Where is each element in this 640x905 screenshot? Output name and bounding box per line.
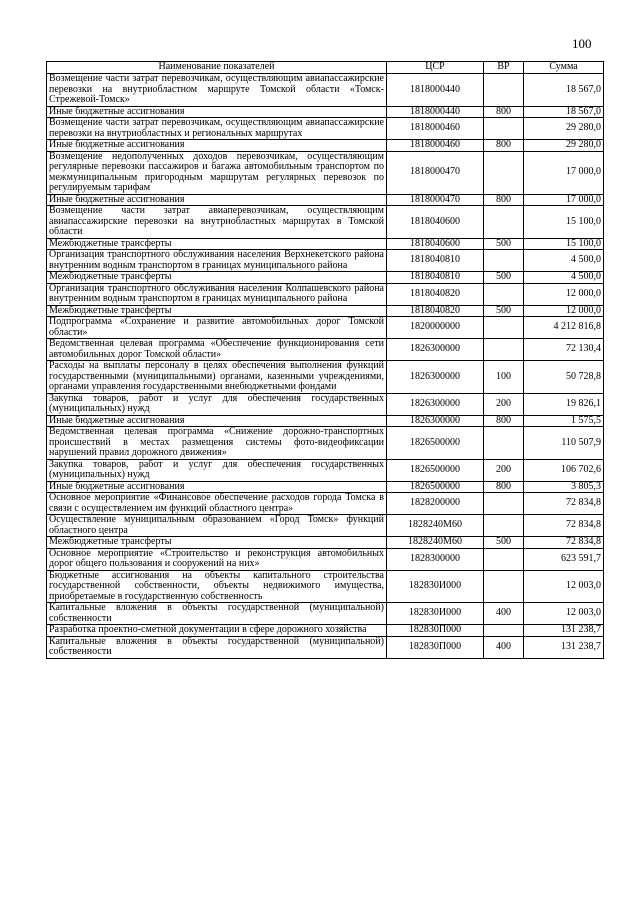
row-csr-cell: 1818040810 [387,272,484,284]
row-csr-cell: 1828200000 [387,493,484,515]
row-csr-cell: 1818040820 [387,283,484,305]
header-name: Наименование показателей [47,62,387,74]
table-row [47,272,604,284]
row-vr-cell: 400 [484,636,524,658]
table-row [47,317,604,339]
table-row [47,151,604,194]
row-vr-cell: 500 [484,238,524,250]
row-sum-cell: 12 000,0 [524,283,604,305]
row-csr-cell: 1828300000 [387,548,484,570]
row-csr-cell: 1818000470 [387,151,484,194]
table-row [47,206,604,239]
row-vr-cell [484,74,524,107]
row-csr-cell: 1826300000 [387,361,484,394]
table-row [47,283,604,305]
row-name-cell: Закупка товаров, работ и услуг для обеспечения государственных (муниципальных) нужд [47,459,387,481]
table-row [47,459,604,481]
row-csr-cell: 1818000440 [387,106,484,118]
row-sum-cell: 4 500,0 [524,272,604,284]
row-csr-cell: 1826500000 [387,481,484,493]
row-csr-cell: 182830П000 [387,625,484,637]
row-name-cell: Иные бюджетные ассигнования [47,194,387,206]
row-vr-cell: 200 [484,459,524,481]
row-vr-cell [484,118,524,140]
row-name-cell: Осуществление муниципальным образованием «Город Томск» функций областного центра [47,515,387,537]
table-row [47,194,604,206]
row-csr-cell: 1818040600 [387,206,484,239]
row-vr-cell [484,151,524,194]
row-csr-cell: 1818040810 [387,250,484,272]
row-vr-cell: 100 [484,361,524,394]
row-vr-cell: 500 [484,537,524,549]
table-row [47,625,604,637]
row-vr-cell: 800 [484,415,524,427]
row-csr-cell: 1828240М60 [387,537,484,549]
table-row [47,339,604,361]
row-csr-cell: 1818000440 [387,74,484,107]
row-name-cell: Возмещение части затрат перевозчикам, осуществляющим авиапассажирские перевозки на внутриобластном маршруте Томской области «Томск-Стрежевой-Томск» [47,74,387,107]
row-vr-cell: 800 [484,106,524,118]
table-row [47,548,604,570]
row-csr-cell: 1826300000 [387,393,484,415]
row-sum-cell: 15 100,0 [524,206,604,239]
table-row [47,636,604,658]
row-sum-cell: 106 702,6 [524,459,604,481]
header-vr: ВР [484,62,524,74]
row-csr-cell: 182830И000 [387,570,484,603]
table-row [47,570,604,603]
row-csr-cell: 1826500000 [387,459,484,481]
table-row [47,537,604,549]
table-row [47,238,604,250]
row-name-cell: Иные бюджетные ассигнования [47,140,387,152]
header-sum: Сумма [524,62,604,74]
row-name-cell: Капитальные вложения в объекты государственной (муниципальной) собственности [47,603,387,625]
row-csr-cell: 182830И000 [387,603,484,625]
row-csr-cell: 182830П000 [387,636,484,658]
row-csr-cell: 1818000460 [387,140,484,152]
row-csr-cell: 1828240М60 [387,515,484,537]
row-vr-cell [484,250,524,272]
row-vr-cell: 500 [484,272,524,284]
row-vr-cell [484,339,524,361]
table-row [47,481,604,493]
row-vr-cell: 800 [484,140,524,152]
row-csr-cell: 1826300000 [387,339,484,361]
row-name-cell: Межбюджетные трансферты [47,238,387,250]
row-sum-cell: 131 238,7 [524,625,604,637]
row-name-cell: Возмещение части затрат перевозчикам, осуществляющим авиапассажирские перевозки на внутриобластных и региональных маршрутах [47,118,387,140]
table-row [47,305,604,317]
row-sum-cell: 72 834,8 [524,493,604,515]
table-row [47,361,604,394]
row-sum-cell: 17 000,0 [524,194,604,206]
row-sum-cell: 131 238,7 [524,636,604,658]
row-sum-cell: 12 003,0 [524,570,604,603]
page-number: 100 [572,36,592,51]
table-row [47,515,604,537]
row-csr-cell: 1818040600 [387,238,484,250]
row-sum-cell: 12 003,0 [524,603,604,625]
table-row [47,493,604,515]
row-name-cell: Иные бюджетные ассигнования [47,415,387,427]
row-vr-cell [484,427,524,460]
budget-table [46,61,604,659]
row-vr-cell [484,548,524,570]
table-row [47,250,604,272]
table-row [47,427,604,460]
row-name-cell: Бюджетные ассигнования на объекты капитального строительства государственной собственности, объекты недвижимого имущества, приобретаемые в государственную собственность [47,570,387,603]
row-sum-cell: 4 500,0 [524,250,604,272]
table-row [47,603,604,625]
table-header-row [47,62,604,74]
row-name-cell: Возмещение части затрат авиаперевозчикам, осуществляющим авиапассажирские перевозки на внутриобластных маршрутах в Томской области [47,206,387,239]
row-sum-cell: 17 000,0 [524,151,604,194]
row-name-cell: Подпрограмма «Сохранение и развитие автомобильных дорог Томской области» [47,317,387,339]
row-sum-cell: 72 834,8 [524,537,604,549]
table-row [47,415,604,427]
row-sum-cell: 72 834,8 [524,515,604,537]
row-sum-cell: 1 575,5 [524,415,604,427]
row-sum-cell: 3 805,3 [524,481,604,493]
row-sum-cell: 29 280,0 [524,118,604,140]
row-sum-cell: 72 130,4 [524,339,604,361]
row-vr-cell [484,625,524,637]
row-name-cell: Ведомственная целевая программа «Снижение дорожно-транспортных происшествий в местах размещения системы фото-видеофиксации нарушений правил дорожного движения» [47,427,387,460]
row-vr-cell [484,317,524,339]
row-csr-cell: 1826500000 [387,427,484,460]
row-csr-cell: 1818000460 [387,118,484,140]
row-name-cell: Организация транспортного обслуживания населения Колпашевского района внутренним водным транспортом в границах муниципального района [47,283,387,305]
table-body [47,74,604,659]
row-name-cell: Межбюджетные трансферты [47,305,387,317]
row-name-cell: Основное мероприятие «Строительство и реконструкция автомобильных дорог общего пользования и сооружений на них» [47,548,387,570]
row-vr-cell [484,515,524,537]
row-vr-cell: 500 [484,305,524,317]
row-name-cell: Основное мероприятие «Финансовое обеспечение расходов города Томска в связи с осуществлением им функций областного центра» [47,493,387,515]
row-name-cell: Разработка проектно-сметной документации в сфере дорожного хозяйства [47,625,387,637]
row-csr-cell: 1820000000 [387,317,484,339]
row-csr-cell: 1818040820 [387,305,484,317]
row-name-cell: Иные бюджетные ассигнования [47,106,387,118]
row-name-cell: Иные бюджетные ассигнования [47,481,387,493]
row-csr-cell: 1826300000 [387,415,484,427]
row-sum-cell: 29 280,0 [524,140,604,152]
row-name-cell: Организация транспортного обслуживания населения Верхнекетского района внутренним водным транспортом в границах муниципального района [47,250,387,272]
row-vr-cell [484,493,524,515]
row-vr-cell [484,283,524,305]
row-name-cell: Ведомственная целевая программа «Обеспечение функционирования сети автомобильных дорог Томской области» [47,339,387,361]
row-vr-cell: 400 [484,603,524,625]
row-name-cell: Межбюджетные трансферты [47,272,387,284]
table-row [47,74,604,107]
row-csr-cell: 1818000470 [387,194,484,206]
table-row [47,106,604,118]
row-name-cell: Капитальные вложения в объекты государственной (муниципальной) собственности [47,636,387,658]
table-row [47,393,604,415]
row-sum-cell: 4 212 816,8 [524,317,604,339]
row-name-cell: Расходы на выплаты персоналу в целях обеспечения выполнения функций государственными (муниципальными) органами, казенными учреждениями, органами управления государственными внебюджетными фондами [47,361,387,394]
row-vr-cell [484,570,524,603]
row-vr-cell [484,206,524,239]
row-sum-cell: 623 591,7 [524,548,604,570]
row-sum-cell: 50 728,8 [524,361,604,394]
row-name-cell: Возмещение недополученных доходов перевозчикам, осуществляющим регулярные перевозки пассажиров и багажа автомобильным транспортом по межмуниципальным пригородным маршрутам регулярных перевозок по регулируемым тарифам [47,151,387,194]
row-name-cell: Закупка товаров, работ и услуг для обеспечения государственных (муниципальных) нужд [47,393,387,415]
row-vr-cell: 800 [484,481,524,493]
table-row [47,140,604,152]
row-sum-cell: 15 100,0 [524,238,604,250]
row-name-cell: Межбюджетные трансферты [47,537,387,549]
row-sum-cell: 12 000,0 [524,305,604,317]
row-sum-cell: 18 567,0 [524,74,604,107]
row-vr-cell: 800 [484,194,524,206]
row-sum-cell: 110 507,9 [524,427,604,460]
row-vr-cell: 200 [484,393,524,415]
table-row [47,118,604,140]
header-csr: ЦСР [387,62,484,74]
row-sum-cell: 19 826,1 [524,393,604,415]
row-sum-cell: 18 567,0 [524,106,604,118]
